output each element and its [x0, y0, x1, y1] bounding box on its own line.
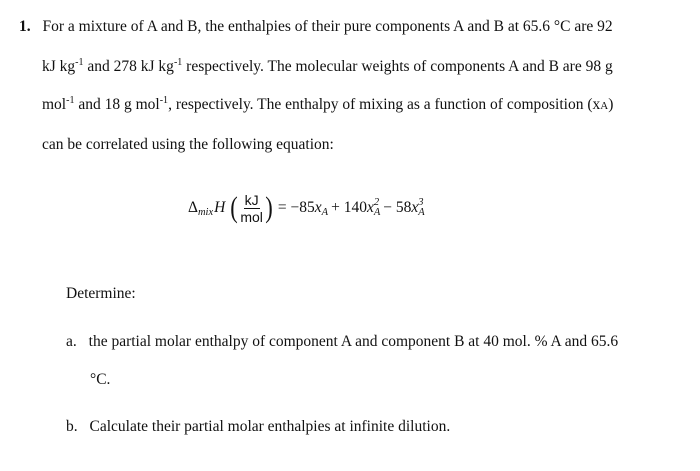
exponent: 3 — [418, 197, 424, 208]
unit-denominator: mol — [240, 208, 263, 225]
mix-subscript: mix — [197, 206, 214, 218]
text-fragment: , respectively. The enthalpy of mixing as a function of composition (x — [168, 96, 601, 113]
variable-x: x — [366, 199, 374, 216]
problem-line-3 — [42, 96, 613, 114]
superscript: -1 — [66, 95, 75, 106]
subscript: A — [600, 100, 609, 112]
text-fragment: ) — [608, 96, 614, 113]
determine-label: Determine: — [66, 285, 136, 302]
part-a-letter: a. — [66, 333, 77, 350]
part-b-line-1 — [66, 418, 450, 436]
problem-line-4: can be correlated using the following equation: — [42, 136, 334, 153]
variable-x: x — [411, 199, 419, 216]
subscript-a: A — [373, 207, 381, 218]
part-b-text: Calculate their partial molar enthalpies at infinite dilution. — [89, 418, 451, 435]
rhs-term-2: + 140 — [331, 199, 367, 216]
superscript: -1 — [173, 57, 183, 68]
subscript-a: A — [418, 207, 425, 218]
subscript-a: A — [321, 206, 329, 218]
text-fragment: and 278 kJ kg — [83, 58, 174, 75]
enthalpy-of-mixing-equation — [188, 188, 425, 228]
rhs-term-1: = −85 — [277, 199, 315, 216]
problem-line-1 — [19, 18, 613, 36]
power-and-subscript — [418, 198, 424, 218]
enthalpy-symbol: H — [214, 199, 226, 216]
problem-number: 1. — [19, 18, 31, 35]
right-paren: ) — [265, 191, 273, 224]
part-a-text: the partial molar enthalpy of component A and component B at 40 mol. % A and 65.6 — [88, 333, 619, 350]
unit-numerator: kJ — [244, 191, 259, 208]
text-fragment: and 18 g mol — [74, 96, 160, 113]
delta-symbol: Δ — [188, 199, 198, 216]
text-fragment: respectively. The molecular weights of components A and B are 98 g — [182, 58, 613, 75]
exponent: 2 — [373, 197, 380, 208]
problem-line-2 — [42, 58, 613, 76]
problem-text-1: For a mixture of A and B, the enthalpies of their pure components A and B at 65.6 °C are 92 — [42, 18, 613, 35]
part-b-letter: b. — [66, 418, 78, 435]
text-fragment: kJ kg — [42, 58, 76, 75]
variable-x: x — [314, 199, 322, 216]
unit-fraction — [240, 192, 263, 225]
left-paren: ( — [230, 191, 239, 224]
power-and-subscript — [374, 198, 380, 218]
part-a-line-1 — [66, 333, 618, 351]
part-a-line-2: °C. — [90, 371, 111, 388]
superscript: -1 — [75, 57, 84, 68]
rhs-term-3: − 58 — [383, 199, 412, 216]
superscript: -1 — [159, 95, 169, 106]
text-fragment: mol — [42, 96, 67, 113]
